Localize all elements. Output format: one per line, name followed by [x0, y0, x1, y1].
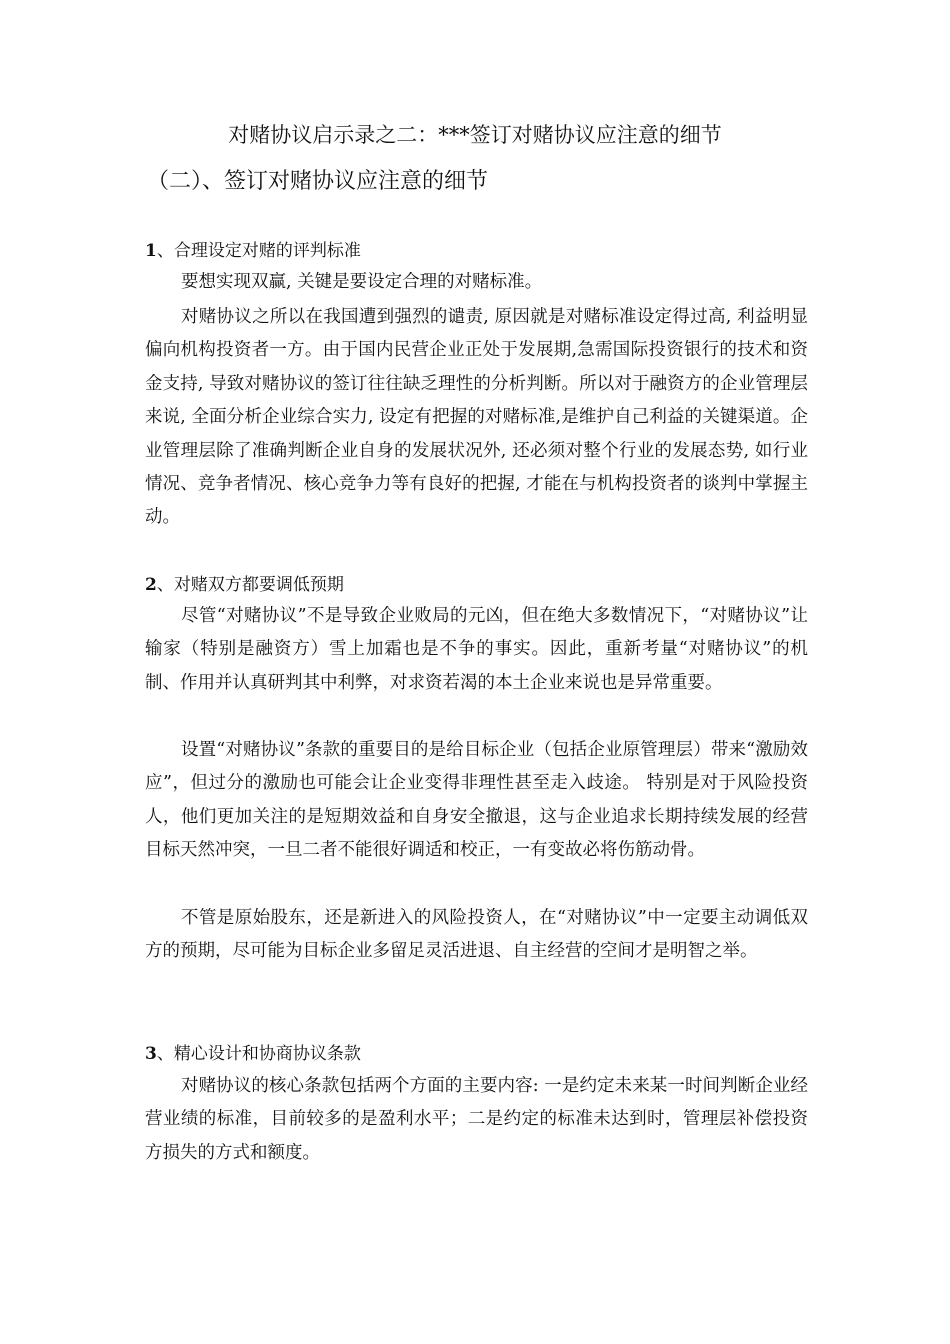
section-2-paragraph-2: 设置“对赌协议”条款的重要目的是给目标企业（包括企业原管理层）带来“激励效应”，但过分的激励也可能会让企业变得非理性甚至走入歧途。 特别是对于风险投资人，他们更加关注的是短期效益和自身安全撤退，这与企业追求长期持续发展的经营目标天然冲突，一旦二者不能很好调适和校正，一有变故必将伤筋动骨。 — [145, 740, 808, 861]
section-title: （二）、签订对赌协议应注意的细节 — [147, 169, 489, 194]
section-3-number: 3 — [145, 1044, 157, 1064]
section-1-paragraph-1: 要想实现双赢, 关键是要设定合理的对赌标准。 — [181, 272, 543, 292]
section-3-heading-text: 、精心设计和协商协议条款 — [156, 1044, 361, 1064]
section-2-paragraph-3: 不管是原始股东，还是新进入的风险投资人，在“对赌协议”中一定要主动调低双方的预期，尽可能为目标企业多留足灵活进退、自主经营的空间才是明智之举。 — [145, 908, 808, 962]
section-2-heading-text: 、对赌双方都要调低预期 — [156, 575, 344, 595]
section-3-paragraph-1: 对赌协议的核心条款包括两个方面的主要内容: 一是约定未来某一时间判断企业经营业绩的标准，目前较多的是盈利水平；二是约定的标准未达到时，管理层补偿投资方损失的方式和额度。 — [145, 1076, 808, 1163]
section-2-heading — [145, 572, 344, 598]
section-1-heading — [145, 238, 361, 264]
section-2-number: 2 — [145, 575, 157, 595]
section-1-number: 1 — [145, 241, 157, 261]
document-title: 对赌协议启示录之二：***签订对赌协议应注意的细节 — [228, 123, 722, 147]
section-1-paragraph-2: 对赌协议之所以在我国遭到强烈的谴责, 原因就是对赌标准设定得过高, 利益明显偏向机构投资者一方。由于国内民营企业正处于发展期,急需国际投资银行的技术和资金支持, 导致对赌协议的签订往往缺乏理性的分析判断。所以对于融资方的企业管理层来说, 全面分析企业综合实力, 设定有把握的对赌标准,是维护自己利益的关键渠道。企业管理层除了准确判断企业自身的发展状况外, 还必须对整个行业的发展态势, 如行业情况、竞争者情况、核心竞争力等有良好的把握, 才能在与机构投资者的谈判中掌握主动。 — [145, 307, 808, 528]
section-2-paragraph-1: 尽管“对赌协议”不是导致企业败局的元凶，但在绝大多数情况下，“对赌协议”让输家（特别是融资方）雪上加霜也是不争的事实。因此，重新考量“对赌协议”的机制、作用并认真研判其中利弊，对求资若渴的本土企业来说也是异常重要。 — [145, 606, 808, 693]
section-3-heading — [145, 1041, 361, 1067]
section-1-heading-text: 、合理设定对赌的评判标准 — [156, 241, 361, 261]
